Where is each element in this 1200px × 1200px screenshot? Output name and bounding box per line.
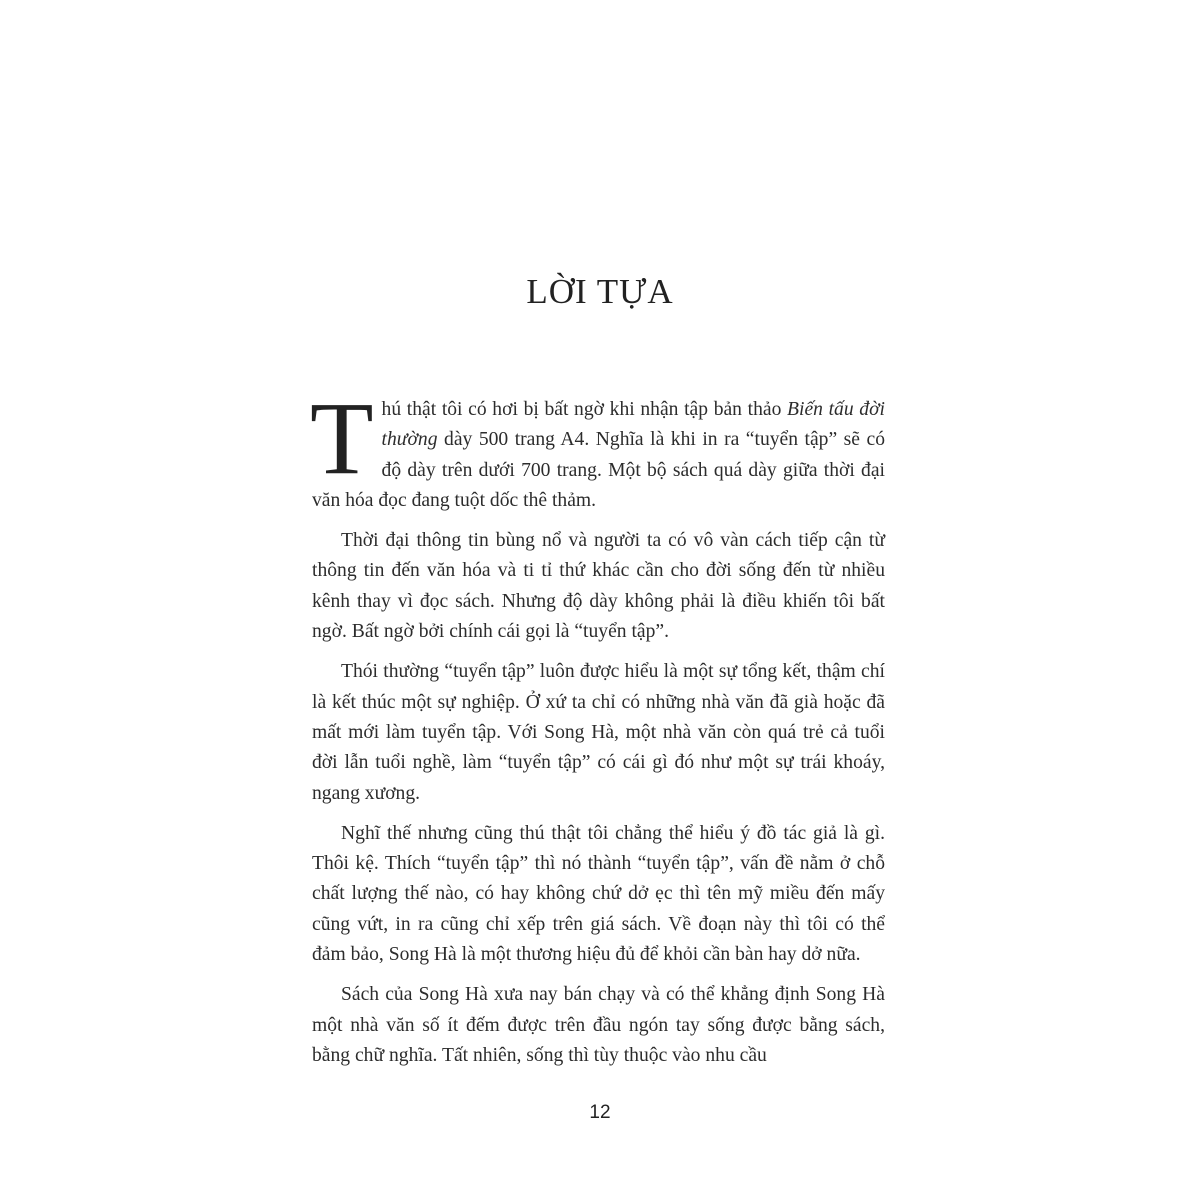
paragraph-5: Sách của Song Hà xưa nay bán chạy và có thể khẳng định Song Hà một nhà văn số ít đếm được trên đầu ngón tay sống được bằng sách, bằng chữ nghĩa. Tất nhiên, sống thì tùy thuộc vào nhu cầu: [312, 984, 885, 1066]
paragraph-2: Thời đại thông tin bùng nổ và người ta có vô vàn cách tiếp cận từ thông tin đến văn hóa và ti tỉ thứ khác cần cho đời sống đến từ nhiều kênh thay vì đọc sách. Nhưng độ dày không phải là điều khiến tôi bất ngờ. Bất ngờ bởi chính cái gọi là “tuyển tập”.: [312, 530, 885, 643]
book-title-italic: Biến tấu đời thường: [381, 399, 885, 451]
paragraph-1-text-end: dày 500 trang A4. Nghĩa là khi in ra “tuyển tập” sẽ có độ dày trên dưới 700 trang. Một bộ sách quá dày giữa thời đại văn hóa đọc đang tuột dốc thê thảm.: [312, 429, 885, 511]
paragraph-4: Nghĩ thế nhưng cũng thú thật tôi chẳng thể hiểu ý đồ tác giả là gì. Thôi kệ. Thích “tuyển tập” thì nó thành “tuyển tập”, vấn đề nằm ở chỗ chất lượng thế nào, có hay không chứ dở ẹc thì tên mỹ miều đến mấy cũng vứt, in ra cũng chỉ xếp trên giá sách. Về đoạn này thì tôi có thể đảm bảo, Song Hà là một thương hiệu đủ để khỏi cần bàn hay dở nữa.: [312, 822, 885, 966]
page-number: 12: [589, 1102, 611, 1123]
paragraph-1-text-start: hú thật tôi có hơi bị bất ngờ khi nhận tập bản thảo: [381, 399, 788, 420]
paragraph-1: [310, 381, 885, 516]
paragraph-3: Thói thường “tuyển tập” luôn được hiểu là một sự tổng kết, thậm chí là kết thúc một sự nghiệp. Ở xứ ta chỉ có những nhà văn đã già hoặc đã mất mới làm tuyển tập. Với Song Hà, một nhà văn còn quá trẻ cả tuổi đời lẫn tuổi nghề, làm “tuyển tập” có cái gì đó như một sự trái khoáy, ngang xương.: [312, 661, 885, 804]
chapter-title: LỜI TỰA: [526, 272, 674, 311]
body-text: [310, 381, 885, 1081]
drop-cap: T: [310, 381, 374, 496]
